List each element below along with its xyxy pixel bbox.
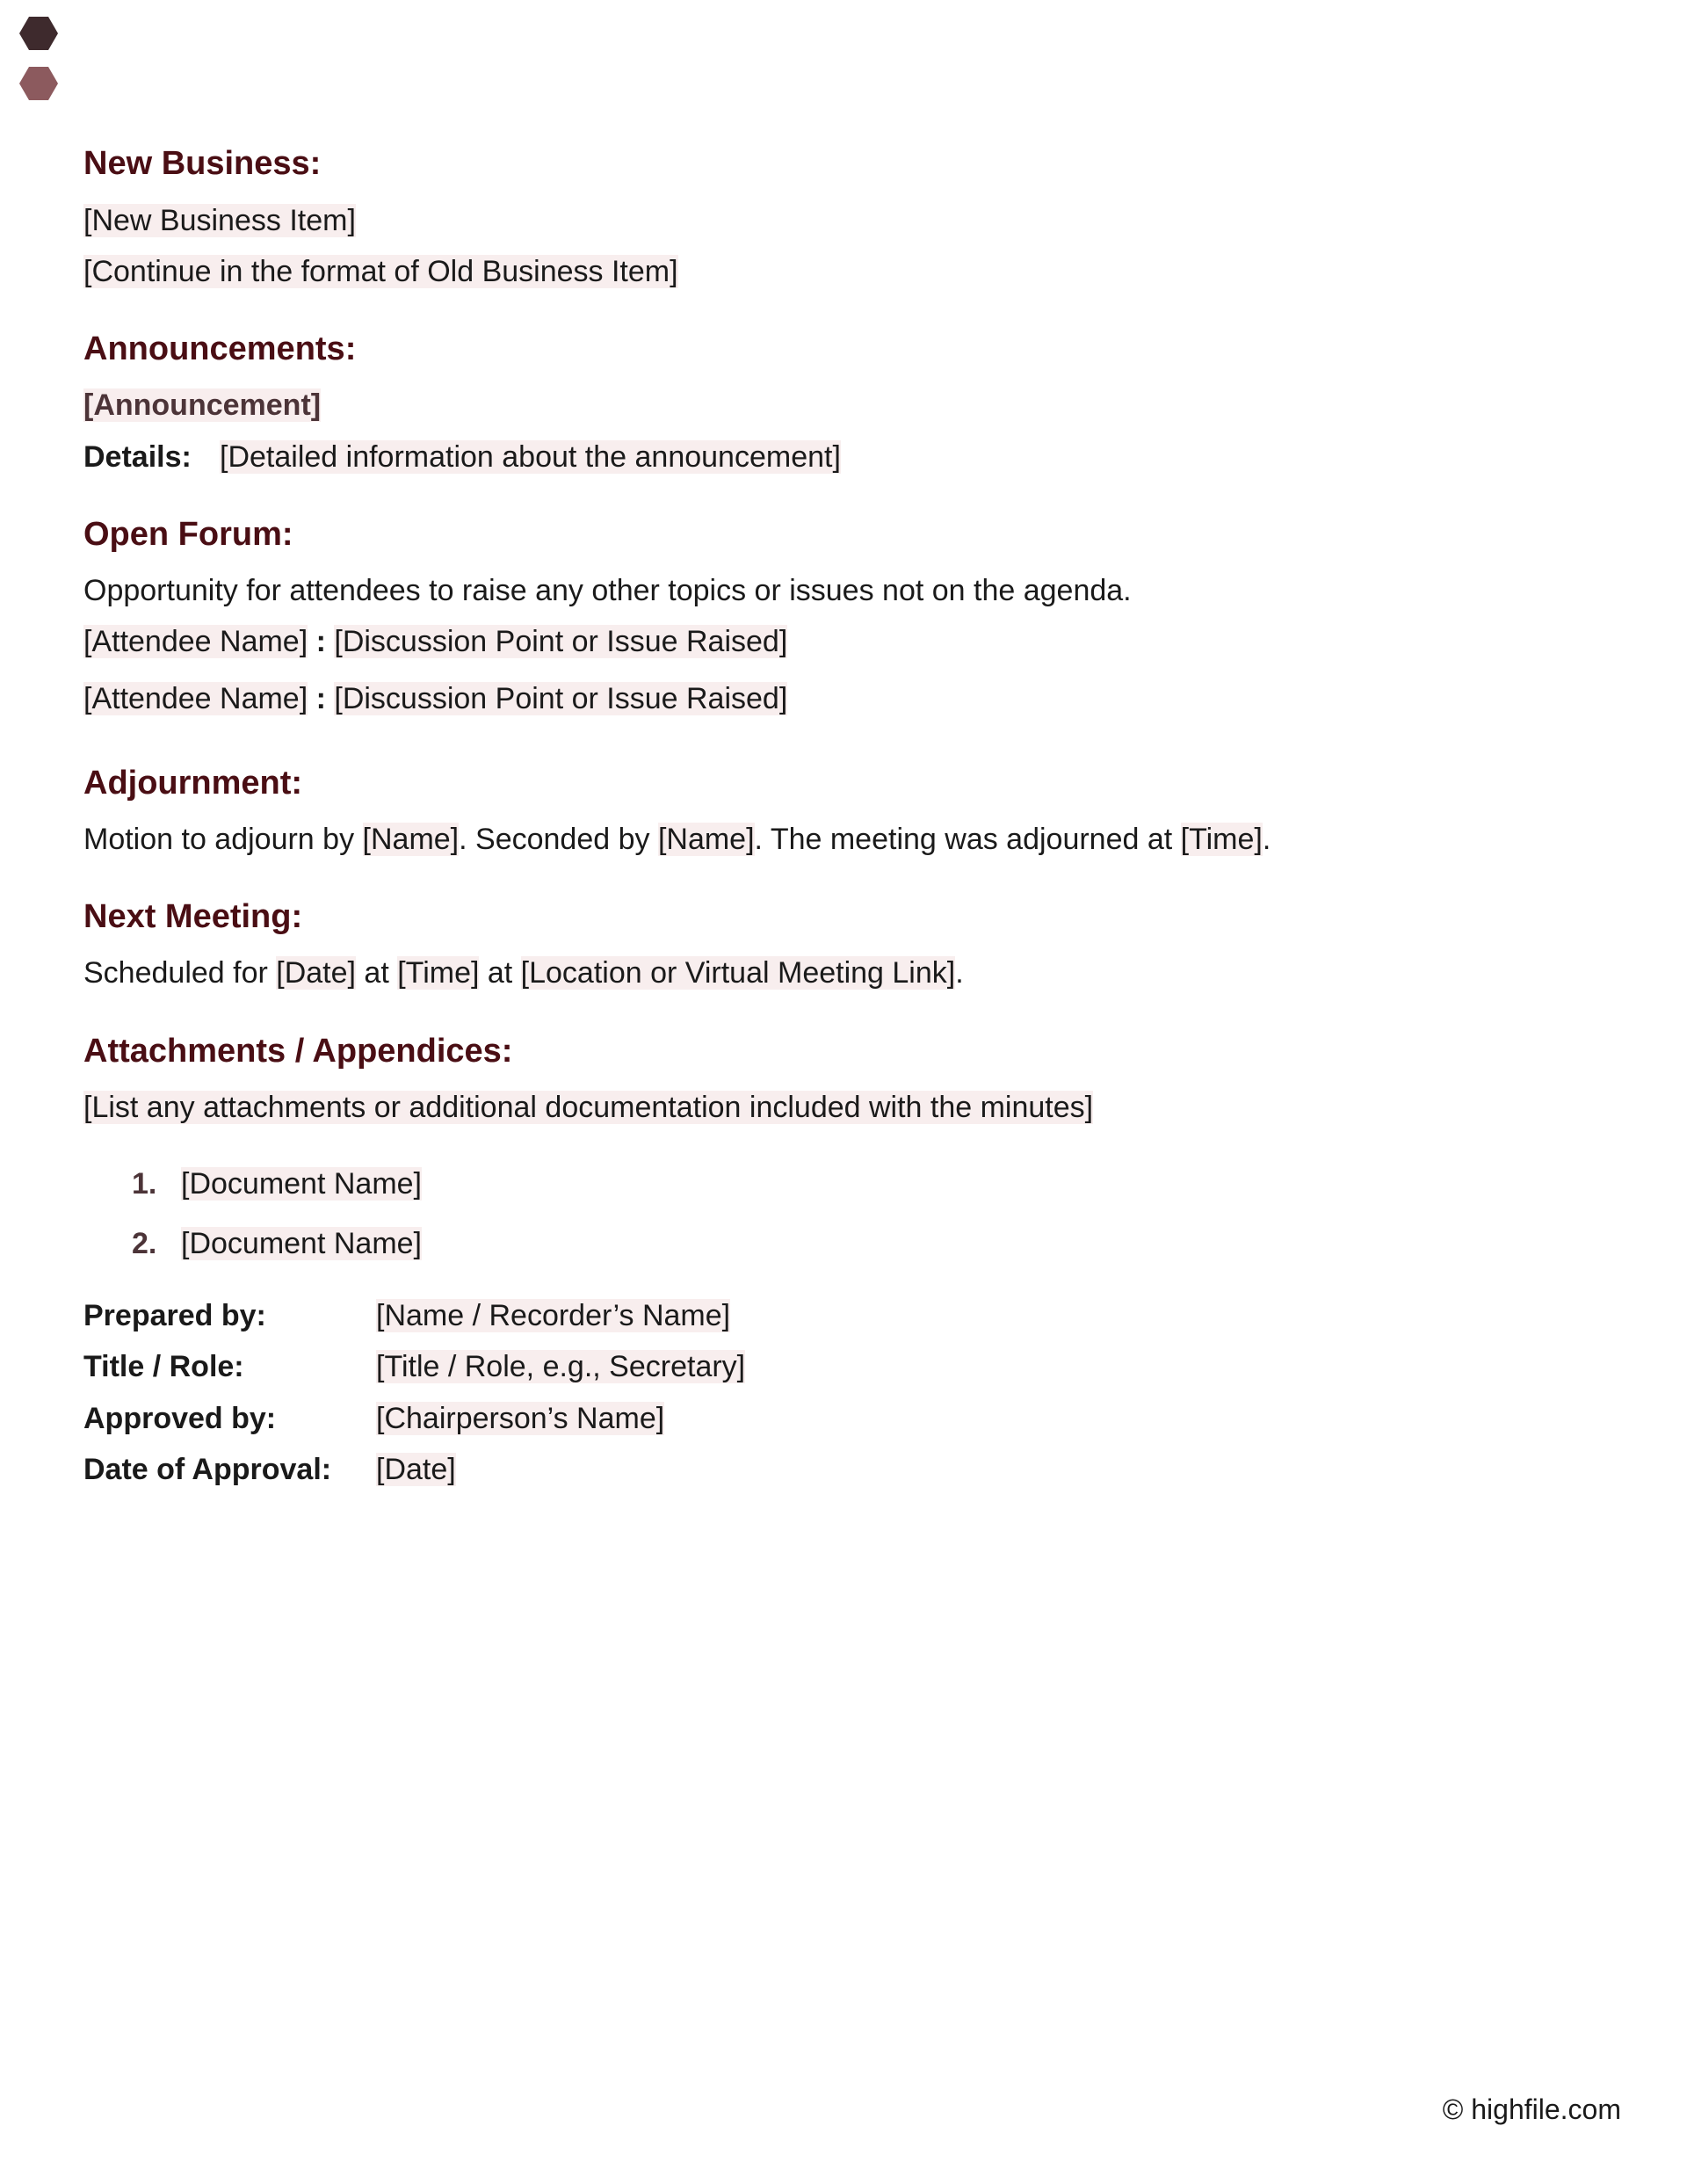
announcements-heading: Announcements: — [83, 330, 357, 367]
adjournment-heading: Adjournment: — [83, 765, 303, 802]
adjournment-text — [83, 821, 1271, 858]
announcement-details — [83, 439, 841, 475]
open-forum-heading: Open Forum: — [83, 516, 293, 553]
adjournment-time: [Time] — [1180, 823, 1263, 856]
signoff-row — [83, 1348, 745, 1385]
next-meeting-text-1: Scheduled for — [83, 956, 277, 990]
next-meeting-text-2: at — [355, 956, 398, 990]
next-meeting-text — [83, 954, 964, 991]
signoff-value: [Title / Role, e.g., Secretary] — [376, 1350, 746, 1383]
signoff-label: Prepared by: — [83, 1299, 266, 1332]
new-business-item — [83, 202, 356, 239]
announcement-title-text: [Announcement] — [83, 388, 322, 422]
details-value: [Detailed information about the announcement] — [220, 440, 841, 474]
open-forum-entry — [83, 623, 787, 660]
next-meeting-text-3: at — [479, 956, 521, 990]
entry-separator: : — [308, 682, 335, 715]
new-business-continue-text: [Continue in the format of Old Business Item] — [83, 255, 678, 288]
signoff-label: Approved by: — [83, 1402, 277, 1435]
signoff-row — [83, 1400, 664, 1437]
attachments-description — [83, 1089, 1093, 1126]
open-forum-description: Opportunity for attendees to raise any other topics or issues not on the agenda. — [83, 574, 1132, 607]
adjournment-name-2: [Name] — [657, 823, 755, 856]
attachment-list-item — [132, 1165, 422, 1202]
hexagon-light-icon — [19, 67, 58, 100]
signoff-row — [83, 1451, 456, 1488]
adjournment-name-1: [Name] — [362, 823, 460, 856]
discussion-point: [Discussion Point or Issue Raised] — [334, 682, 788, 715]
attendee-name: [Attendee Name] — [83, 682, 308, 715]
attachment-name: [Document Name] — [181, 1227, 422, 1260]
adjournment-text-2: . Seconded by — [459, 823, 658, 856]
announcement-title — [83, 387, 321, 424]
attachment-name: [Document Name] — [181, 1167, 422, 1201]
hexagon-dark-icon — [19, 17, 58, 50]
next-meeting-heading: Next Meeting: — [83, 898, 303, 935]
next-meeting-location: [Location or Virtual Meeting Link] — [520, 956, 956, 990]
adjournment-text-3: . The meeting was adjourned at — [754, 823, 1181, 856]
attachment-list-item — [132, 1225, 422, 1262]
entry-separator: : — [308, 625, 335, 658]
signoff-value: [Date] — [376, 1453, 456, 1486]
new-business-heading: New Business: — [83, 145, 322, 182]
next-meeting-date: [Date] — [276, 956, 356, 990]
attendee-name: [Attendee Name] — [83, 625, 308, 658]
details-label: Details: — [83, 440, 192, 474]
discussion-point: [Discussion Point or Issue Raised] — [334, 625, 788, 658]
new-business-continue — [83, 253, 678, 290]
next-meeting-time: [Time] — [397, 956, 480, 990]
signoff-value: [Chairperson’s Name] — [376, 1402, 665, 1435]
attachment-number: 1. — [132, 1167, 157, 1201]
new-business-item-text: [New Business Item] — [83, 204, 356, 237]
footer-copyright: © highfile.com — [1442, 2093, 1621, 2125]
signoff-value: [Name / Recorder’s Name] — [376, 1299, 731, 1332]
attachments-heading: Attachments / Appendices: — [83, 1033, 513, 1070]
attachment-number: 2. — [132, 1227, 157, 1260]
open-forum-entry — [83, 680, 787, 717]
adjournment-text-1: Motion to adjourn by — [83, 823, 363, 856]
signoff-label: Date of Approval: — [83, 1453, 332, 1486]
attachments-description-text: [List any attachments or additional documentation included with the minutes] — [83, 1091, 1094, 1124]
adjournment-text-4: . — [1262, 823, 1271, 856]
signoff-label: Title / Role: — [83, 1350, 244, 1383]
next-meeting-text-4: . — [955, 956, 964, 990]
signoff-row — [83, 1297, 730, 1334]
